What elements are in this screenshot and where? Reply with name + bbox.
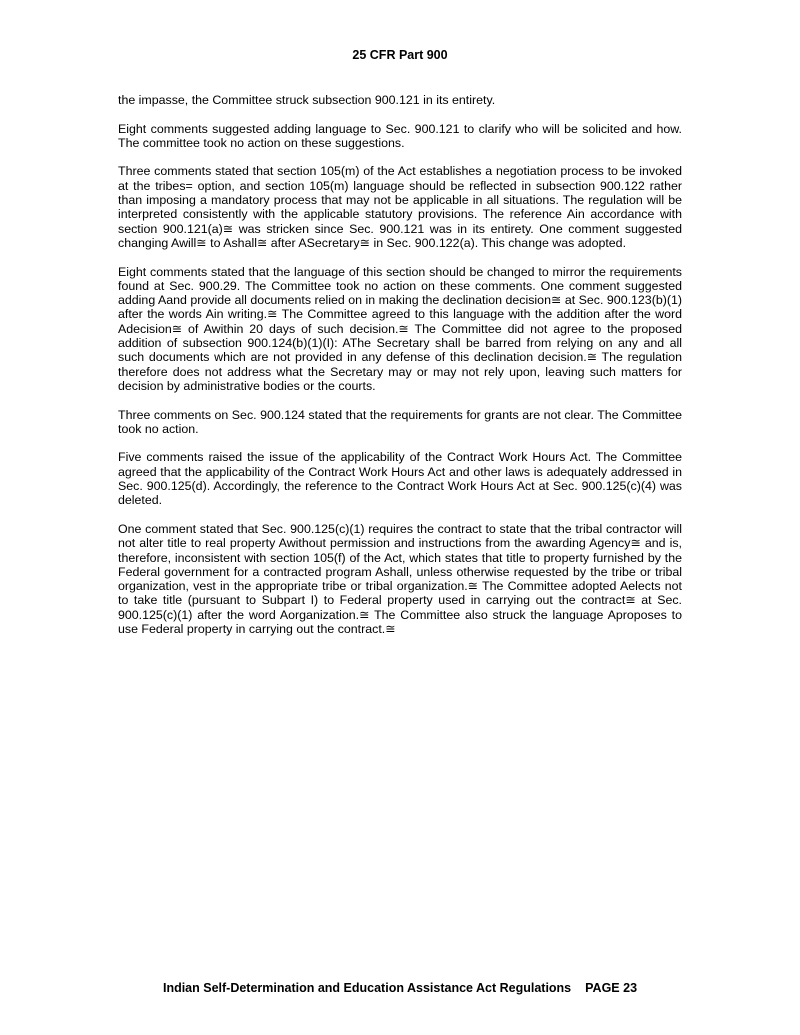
paragraph-1: the impasse, the Committee struck subsection 900.121 in its entirety.	[118, 93, 496, 107]
page-number: PAGE 23	[585, 981, 638, 995]
paragraph-4: Eight comments stated that the language of this section should be changed to mirror the requirements found at Sec. 900.29. The Committee took no action on these comments. One comment suggested adding Aand provide all documents relied on in making the declination decision≅ at Sec. 900.123(b)(1) after the words Ain writing.≅ The Committee agreed to this language with the addition after the word Adecision≅ of Awithin 20 days of such decision.≅ The Committee did not agree to the proposed addition of subsection 900.124(b)(1)(I): AThe Secretary shall be barred from relying on any and all such documents which are not provided in any defense of this declination decision.≅ The regulation therefore does not address what the Secretary may or may not rely upon, leaving such matters for decision by administrative bodies or the courts.	[118, 264, 682, 393]
paragraph-3: Three comments stated that section 105(m) of the Act establishes a negotiation process to be invoked at the tribes= option, and section 105(m) language should be reflected in subsection 900.122 rather than imposing a mandatory process that may not be applicable in all situations. The regulation will be interpreted consistently with the applicable statutory provisions. The reference Ain accordance with section 900.121(a)≅ was stricken since Sec. 900.121 was in its entirety. One comment suggested changing Awill≅ to Ashall≅ after ASecretary≅ in Sec. 900.122(a). This change was adopted.	[118, 164, 682, 250]
page-header: 25 CFR Part 900	[352, 48, 448, 62]
paragraph-2: Eight comments suggested adding language to Sec. 900.121 to clarify who will be solicited and how. The committee took no action on these suggestions.	[118, 121, 682, 150]
document-body	[118, 93, 682, 651]
page-footer	[0, 981, 800, 995]
paragraph-6: Five comments raised the issue of the applicability of the Contract Work Hours Act. The Committee agreed that the applicability of the Contract Work Hours Act and other laws is adequately addressed in Sec. 900.125(d). Accordingly, the reference to the Contract Work Hours Act at Sec. 900.125(c)(4) was deleted.	[118, 450, 682, 508]
paragraph-5: Three comments on Sec. 900.124 stated that the requirements for grants are not clear. The Committee took no action.	[118, 407, 682, 436]
footer-title: Indian Self-Determination and Education Assistance Act Regulations	[162, 981, 572, 995]
paragraph-7: One comment stated that Sec. 900.125(c)(1) requires the contract to state that the tribal contractor will not alter title to real property Awithout permission and instructions from the awarding Agency≅ and is, therefore, inconsistent with section 105(f) of the Act, which states that title to property furnished by the Federal government for a contracted program Ashall, unless otherwise requested by the tribe or tribal organization, vest in the appropriate tribe or tribal organization.≅ The Committee adopted Aelects not to take title (pursuant to Subpart I) to Federal property used in carrying out the contract≅ at Sec. 900.125(c)(1) after the word Aorganization.≅ The Committee also struck the language Aproposes to use Federal property in carrying out the contract.≅	[118, 521, 682, 636]
